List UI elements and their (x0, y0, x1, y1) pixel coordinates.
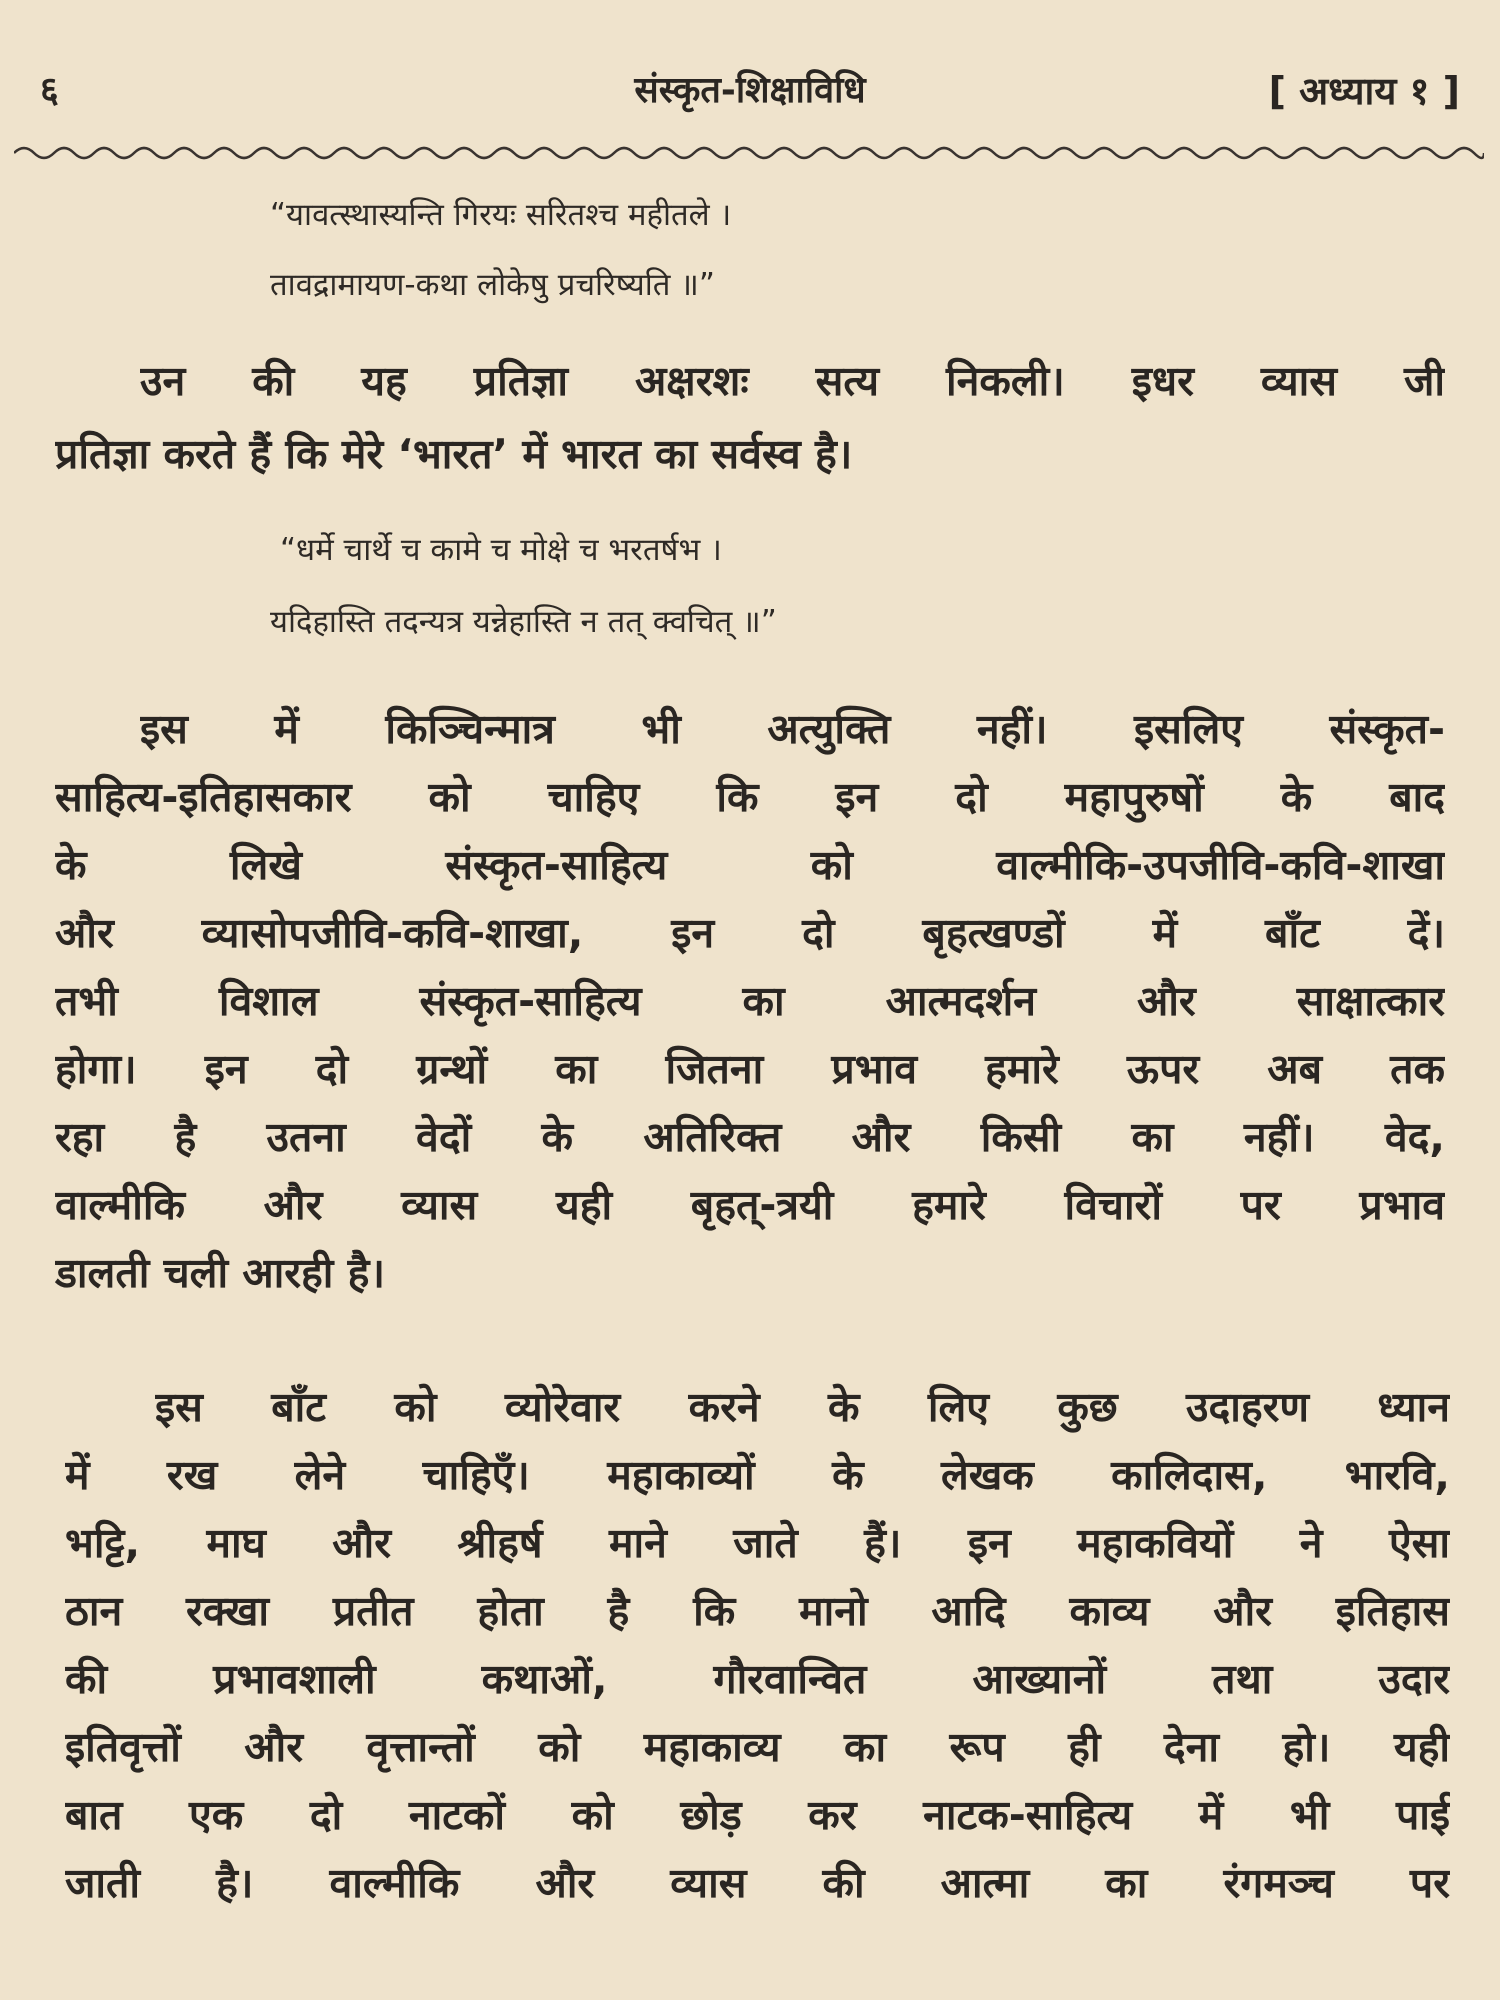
paragraph-3-line: में रख लेने चाहिएँ। महाकाव्यों के लेखक कालिदास, भारवि, (65, 1451, 1450, 1499)
verse-2-line-1: “धर्मे चार्थे च कामे च मोक्षे च भरतर्षभ । (280, 532, 722, 568)
verse-1-line-2: तावद्रामायण-कथा लोकेषु प्रचरिष्यति ॥” (270, 267, 715, 303)
paragraph-3-line: की प्रभावशाली कथाओं, गौरवान्वित आख्यानों तथा उदार (65, 1655, 1450, 1703)
paragraph-3-line: भट्टि, माघ और श्रीहर्ष माने जाते हैं। इन महाकवियों ने ऐसा (65, 1519, 1450, 1567)
paragraph-2-line: और व्यासोपजीवि-कवि-शाखा, इन दो बृहत्खण्डों में बाँट दें। (55, 909, 1445, 957)
paragraph-2-line: वाल्मीकि और व्यास यही बृहत्-त्रयी हमारे विचारों पर प्रभाव (55, 1181, 1445, 1229)
paragraph-3-line: इतिवृत्तों और वृत्तान्तों को महाकाव्य का रूप ही देना हो। यही (65, 1723, 1450, 1771)
paragraph-2-line: रहा है उतना वेदों के अतिरिक्त और किसी का नहीं। वेद, (55, 1113, 1445, 1161)
paragraph-3-line: बात एक दो नाटकों को छोड़ कर नाटक-साहित्य में भी पाई (65, 1791, 1450, 1839)
paragraph-2-line: तभी विशाल संस्कृत-साहित्य का आत्मदर्शन और साक्षात्कार (55, 977, 1445, 1025)
page-header (40, 64, 1460, 124)
paragraph-3-line: ठान रक्खा प्रतीत होता है कि मानो आदि काव्य और इतिहास (65, 1587, 1450, 1635)
paragraph-2-line: होगा। इन दो ग्रन्थों का जितना प्रभाव हमारे ऊपर अब तक (55, 1045, 1445, 1093)
paragraph-2-line: के लिखे संस्कृत-साहित्य को वाल्मीकि-उपजीवि-कवि-शाखा (55, 841, 1445, 889)
page-number: ६ (40, 70, 59, 111)
paragraph-2-line: डालती चली आरही है। (55, 1249, 385, 1297)
paragraph-2-line: साहित्य-इतिहासकार को चाहिए कि इन दो महापुरुषों के बाद (55, 773, 1445, 821)
paragraph-3-line: इस बाँट को व्योरेवार करने के लिए कुछ उदाहरण ध्यान (155, 1383, 1450, 1431)
wavy-divider (14, 140, 1484, 166)
running-title: संस्कृत-शिक्षाविधि (634, 70, 866, 111)
verse-1-line-1: “यावत्स्थास्यन्ति गिरयः सरितश्च महीतले । (270, 197, 732, 233)
paragraph-2-line: इस में किञ्चिन्मात्र भी अत्युक्ति नहीं। इसलिए संस्कृत- (140, 705, 1445, 753)
verse-2-line-2: यदिहास्ति तदन्यत्र यन्नेहास्ति न तत् क्वचित् ॥” (270, 604, 777, 640)
paragraph-3-line: जाती है। वाल्मीकि और व्यास की आत्मा का रंगमञ्च पर (65, 1859, 1450, 1907)
chapter-label: [ अध्याय १ ] (1268, 69, 1460, 113)
paragraph-1-line: प्रतिज्ञा करते हैं कि मेरे ‘भारत’ में भारत का सर्वस्व है। (55, 430, 853, 478)
paragraph-1-line: उन की यह प्रतिज्ञा अक्षरशः सत्य निकली। इधर व्यास जी (140, 357, 1445, 405)
